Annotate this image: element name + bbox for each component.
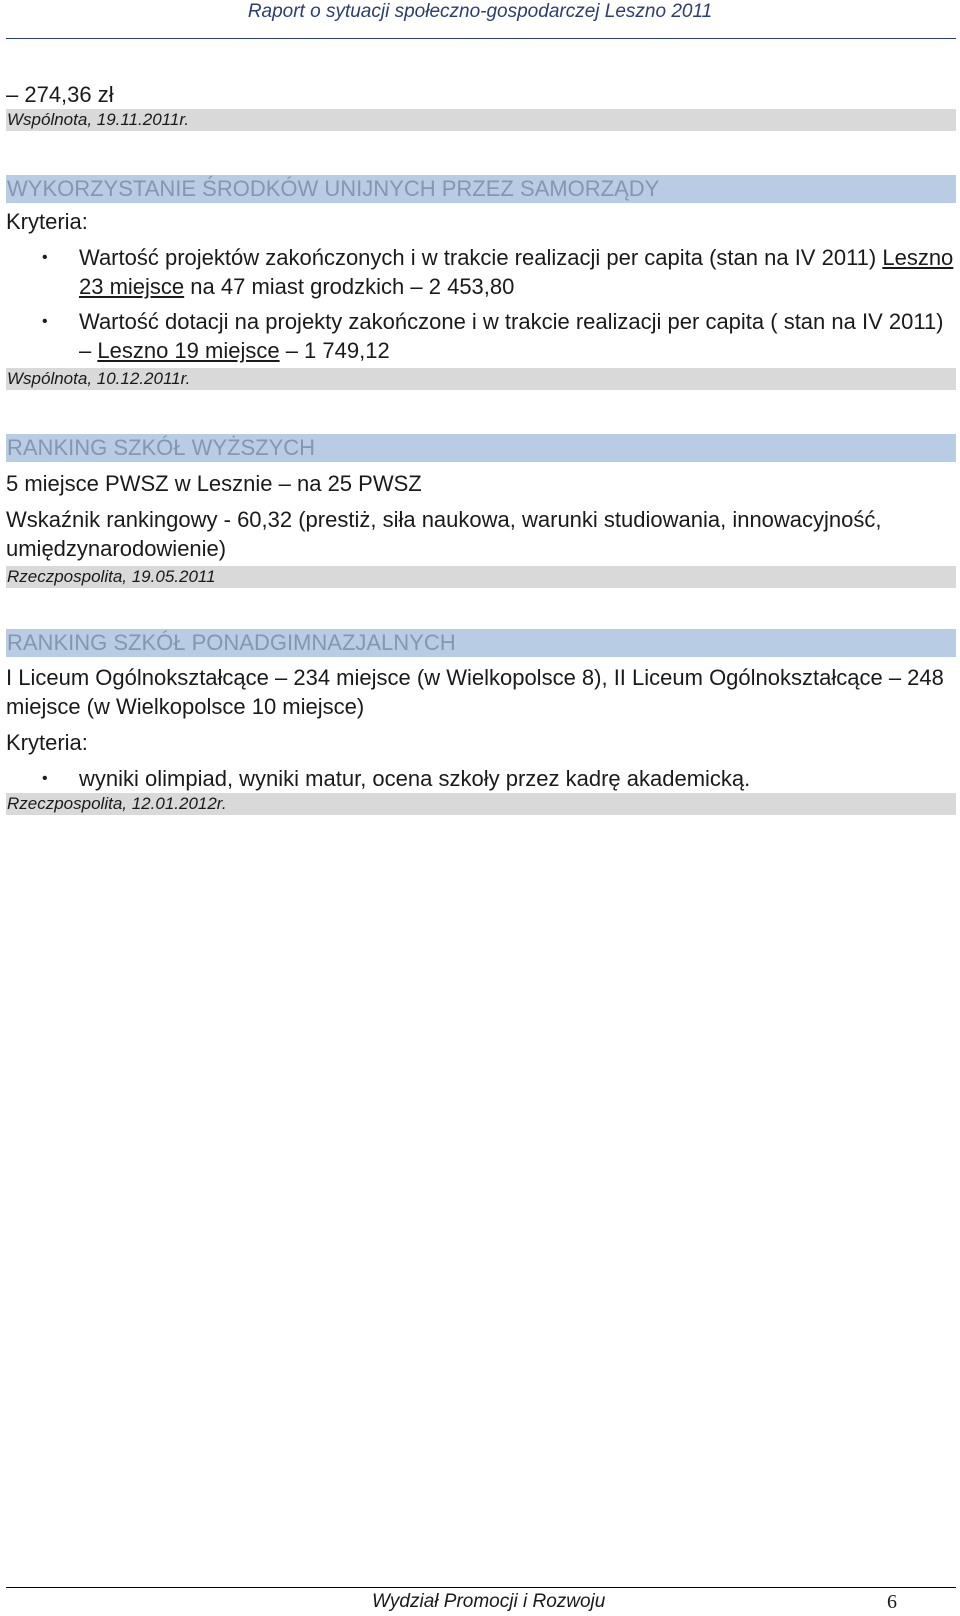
page-footer: [0, 1589, 960, 1615]
list-item: • Wartość dotacji na projekty zakończone i w trakcie realizacji per capita ( stan na IV 2011) – Leszno 19 miejsce – 1 749,12: [42, 309, 944, 363]
rank-link-text: Leszno 19 miejsce: [97, 338, 280, 363]
section-heading-eu-funds: WYKORZYSTANIE ŚRODKÓW UNIJNYCH PRZEZ SAMORZĄDY: [6, 175, 956, 203]
section-heading-higher-schools: RANKING SZKÓŁ WYŻSZYCH: [6, 434, 956, 462]
list-item: • wyniki olimpiad, wyniki matur, ocena szkoły przez kadrę akademicką.: [42, 766, 751, 791]
page-content: [6, 80, 956, 815]
page-header-title: Raport o sytuacji społeczno-gospodarczej Leszno 2011: [247, 1, 713, 22]
bullet-icon: •: [42, 313, 48, 330]
higher-schools-rank: 5 miejsce PWSZ w Lesznie – na 25 PWSZ: [6, 471, 422, 496]
rank-link-text: Leszno 23 miejsce: [79, 245, 954, 299]
eu-criteria-list: [6, 243, 956, 365]
list-item: • Wartość projektów zakończonych i w trakcie realizacji per capita (stan na IV 2011) Leszno 23 miejsce na 47 miast grodzkich – 2 453,80: [42, 245, 954, 299]
criteria-label: Kryteria:: [6, 730, 88, 755]
source-citation: Wspólnota, 10.12.2011r.: [6, 368, 956, 390]
secondary-criteria-list: [6, 764, 956, 793]
bullet-icon: •: [42, 770, 48, 787]
higher-schools-indicator: Wskaźnik rankingowy - 60,32 (prestiż, siła naukowa, warunki studiowania, innowacyjność, umiędzynarodowienie): [6, 507, 882, 561]
section-heading-secondary-schools: RANKING SZKÓŁ PONADGIMNAZJALNYCH: [6, 629, 956, 657]
source-citation: Wspólnota, 19.11.2011r.: [6, 109, 956, 131]
footer-divider: [6, 1587, 956, 1588]
amount-line: – 274,36 zł: [6, 82, 114, 107]
secondary-schools-text: I Liceum Ogólnokształcące – 234 miejsce (w Wielkopolsce 8), II Liceum Ogólnokształcące – 248 miejsce (w Wielkopolsce 10 miejsce): [6, 665, 944, 719]
criteria-label: Kryteria:: [6, 209, 88, 234]
bullet-icon: •: [42, 249, 48, 266]
source-citation: Rzeczpospolita, 19.05.2011: [6, 566, 956, 588]
footer-department: Wydział Promocji i Rozwoju: [372, 1591, 606, 1612]
source-citation: Rzeczpospolita, 12.01.2012r.: [6, 793, 956, 815]
page-number: 6: [887, 1591, 897, 1613]
header-divider: [6, 38, 956, 39]
